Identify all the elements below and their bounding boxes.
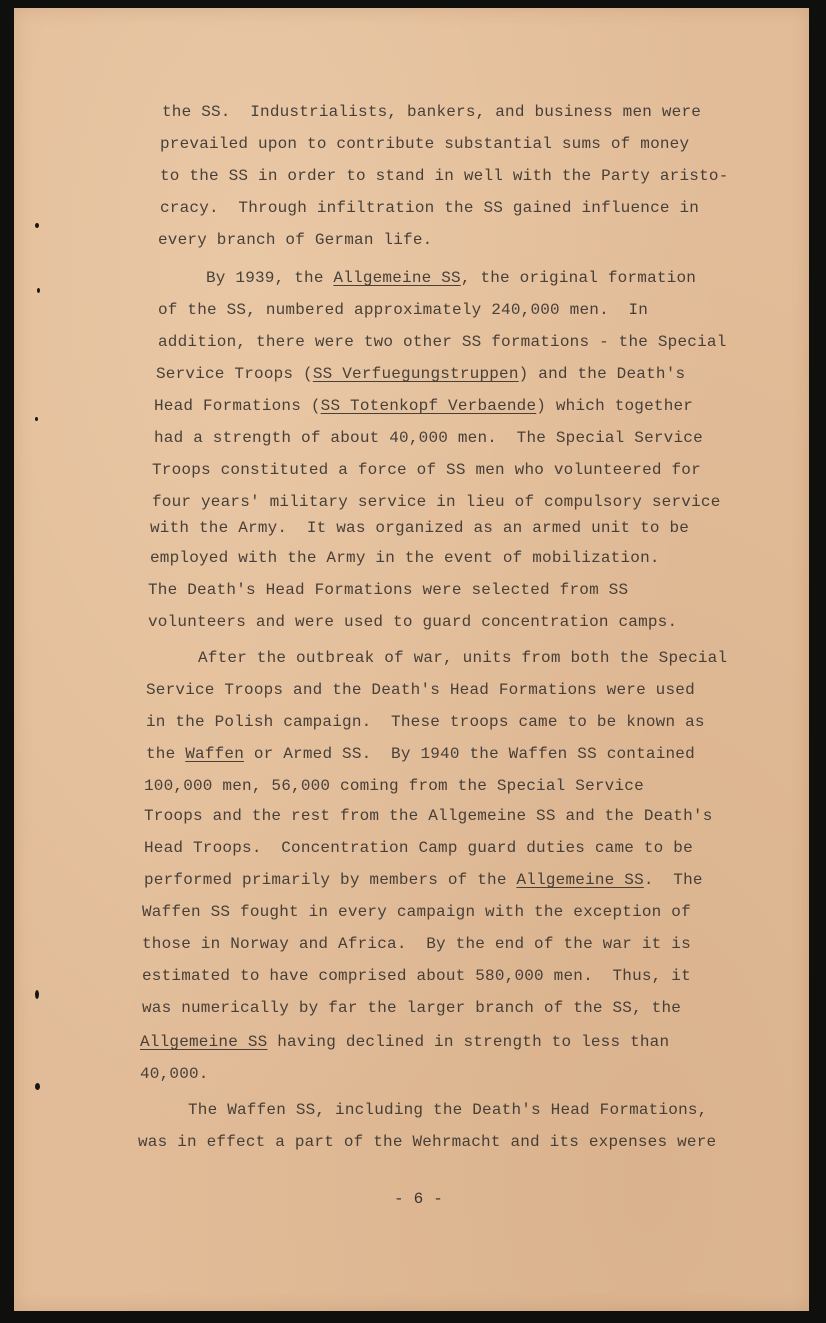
line-text: addition, there were two other SS formations - the Special <box>158 333 727 351</box>
text-line <box>144 870 703 890</box>
line-text: cracy. Through infiltration the SS gained influence in <box>160 199 700 217</box>
text-line <box>144 776 644 796</box>
text-line <box>146 712 705 732</box>
text-line <box>140 1032 669 1052</box>
line-text: Troops and the rest from the Allgemeine SS and the Death's <box>144 807 713 825</box>
line-text: Waffen SS fought in every campaign with the exception of <box>142 903 691 921</box>
underlined-term: SS Verfuegungstruppen <box>312 365 519 383</box>
typed-page <box>14 8 809 1311</box>
line-text: After the outbreak of war, units from both the Special <box>198 649 728 667</box>
line-text: or Armed SS. By 1940 the Waffen SS contained <box>244 745 695 763</box>
line-text: estimated to have comprised about 580,000 men. Thus, it <box>142 967 691 985</box>
line-text: performed primarily by members of the <box>144 871 517 889</box>
line-text: Troops constituted a force of SS men who volunteered for <box>152 461 701 479</box>
text-line <box>206 268 696 288</box>
line-text: ) which together <box>536 397 694 415</box>
text-line <box>160 134 689 154</box>
text-line <box>198 648 727 668</box>
line-text: was in effect a part of the Wehrmacht and its expenses were <box>138 1133 717 1151</box>
underlined-term: Allgemeine SS <box>333 269 461 287</box>
line-text: four years' military service in lieu of compulsory service <box>152 493 721 511</box>
underlined-term: Allgemeine SS <box>140 1033 268 1051</box>
line-text: volunteers and were used to guard concentration camps. <box>148 613 678 631</box>
line-text: employed with the Army in the event of mobilization. <box>150 549 660 567</box>
text-line <box>142 934 691 954</box>
line-text: 100,000 men, 56,000 coming from the Special Service <box>144 777 644 795</box>
text-line <box>150 548 660 568</box>
underlined-term: SS Totenkopf Verbaende <box>320 397 537 415</box>
text-line <box>148 580 628 600</box>
line-text: with the Army. It was organized as an armed unit to be <box>150 519 690 537</box>
text-line <box>156 364 685 384</box>
line-text: in the Polish campaign. These troops came to be known as <box>146 713 705 731</box>
punch-mark <box>35 417 38 421</box>
line-text: . The <box>643 871 703 889</box>
line-text: Head Troops. Concentration Camp guard duties came to be <box>144 839 693 857</box>
text-line <box>160 166 729 186</box>
text-line <box>148 612 677 632</box>
text-line <box>152 460 701 480</box>
text-line <box>158 230 432 250</box>
text-line <box>158 332 727 352</box>
line-text: 40,000. <box>140 1065 209 1083</box>
text-line <box>162 102 701 122</box>
line-text: Service Troops ( <box>156 365 313 383</box>
line-text: the SS. Industrialists, bankers, and business men were <box>162 103 702 121</box>
line-text: having declined in strength to less than <box>267 1033 670 1051</box>
punch-mark <box>35 990 39 999</box>
punch-mark <box>35 223 39 228</box>
underlined-term: Allgemeine SS <box>516 871 644 889</box>
punch-mark <box>37 288 40 293</box>
line-text: was numerically by far the larger branch of the SS, the <box>142 999 682 1017</box>
line-text: the <box>146 745 186 763</box>
line-text: , the original formation <box>460 269 697 287</box>
line-text: of the SS, numbered approximately 240,000 men. In <box>158 301 649 319</box>
text-line <box>138 1132 716 1152</box>
text-line <box>140 1064 209 1084</box>
line-text: The Death's Head Formations were selected from SS <box>148 581 629 599</box>
text-line <box>142 998 681 1018</box>
text-line <box>154 428 703 448</box>
text-line <box>188 1100 707 1120</box>
line-text: those in Norway and Africa. By the end of the war it is <box>142 935 691 953</box>
line-text: ) and the Death's <box>518 365 686 383</box>
text-line <box>154 396 693 416</box>
line-text: By 1939, the <box>206 269 334 287</box>
line-text: to the SS in order to stand in well with the Party aristo- <box>160 167 729 185</box>
punch-mark <box>35 1083 40 1090</box>
page-number: - 6 - <box>394 1190 444 1208</box>
line-text: had a strength of about 40,000 men. The Special Service <box>154 429 703 447</box>
text-line <box>144 838 693 858</box>
line-text: The Waffen SS, including the Death's Head Formations, <box>188 1101 708 1119</box>
line-text: Head Formations ( <box>154 397 321 415</box>
line-text: Service Troops and the Death's Head Formations were used <box>146 681 695 699</box>
text-line <box>152 492 721 512</box>
text-line <box>146 680 695 700</box>
line-text: every branch of German life. <box>158 231 433 249</box>
body-text <box>14 8 809 1311</box>
text-line <box>142 902 691 922</box>
text-line <box>158 300 648 320</box>
line-text: prevailed upon to contribute substantial sums of money <box>160 135 690 153</box>
text-line <box>144 806 713 826</box>
text-line <box>142 966 691 986</box>
text-line <box>160 198 699 218</box>
underlined-term: Waffen <box>185 745 245 763</box>
text-line <box>150 518 689 538</box>
text-line <box>146 744 695 764</box>
